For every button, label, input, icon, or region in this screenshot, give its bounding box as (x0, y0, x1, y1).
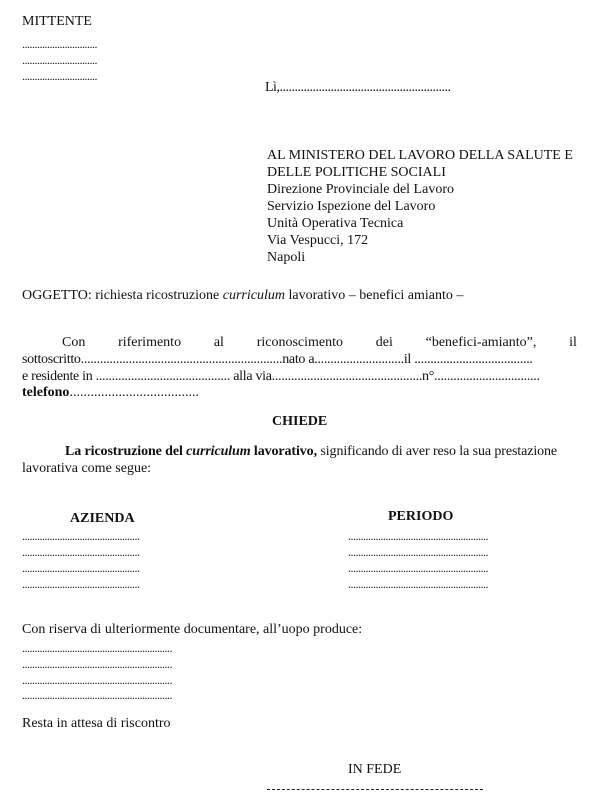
phone-dots: ..................................... (69, 385, 199, 400)
attachment-line: ............................................................ (22, 657, 172, 671)
recipient-line: Servizio Ispezione del Lavoro (267, 199, 436, 214)
attachment-line: ............................................................ (22, 641, 172, 655)
closing-text: Resta in attesa di riscontro (22, 716, 171, 731)
recipient-line: Unità Operativa Tecnica (267, 216, 404, 231)
intro-word: al (213, 335, 224, 350)
sender-line: .............................. (22, 53, 97, 67)
recipient-line: Via Vespucci, 172 (267, 233, 369, 248)
request-line-1 (65, 444, 557, 460)
subject-italic: curriculum (222, 288, 285, 303)
recipient-line: Direzione Provinciale del Lavoro (267, 182, 454, 197)
intro-word: “benefici-amianto”, (425, 335, 537, 350)
request-heading: CHIEDE (272, 414, 328, 429)
period-line: ........................................................ (348, 545, 488, 559)
period-line: ........................................................ (348, 577, 488, 591)
company-line: ............................................... (22, 577, 140, 591)
place-date: Lì,......................................................... (265, 80, 451, 95)
phone-line (22, 385, 199, 401)
subject-line (22, 288, 463, 304)
intro-line-1 (22, 335, 577, 351)
sender-label: MITTENTE (22, 14, 92, 29)
sender-line: .............................. (22, 69, 97, 83)
phone-label: telefono (22, 385, 70, 400)
attachments-label: Con riserva di ulteriormente documentare, all’uopo produce: (22, 622, 363, 637)
attachment-line: ............................................................ (22, 688, 172, 702)
intro-word: Con (62, 335, 86, 350)
subject-prefix: OGGETTO: richiesta ricostruzione (22, 288, 223, 303)
request-bold: lavorativo, (250, 444, 317, 459)
signature-line (267, 789, 483, 790)
company-line: ............................................... (22, 545, 140, 559)
intro-word: riconoscimento (256, 335, 343, 350)
attachment-line: ............................................................ (22, 673, 172, 687)
subject-suffix: lavorativo – benefici amianto – (284, 288, 464, 303)
intro-line-2: sottoscritto...............................................................nato a............................il ..................................... (22, 352, 533, 367)
period-line: ........................................................ (348, 561, 488, 575)
company-line: ............................................... (22, 561, 140, 575)
intro-line-3: e residente in .......................................... alla via...............................................n°................................. (22, 369, 540, 384)
signature-label: IN FEDE (348, 762, 402, 777)
recipient-line: DELLE POLITICHE SOCIALI (267, 165, 446, 180)
recipient-line: Napoli (267, 250, 306, 265)
request-italic: curriculum (186, 444, 251, 459)
sender-line: .............................. (22, 37, 97, 51)
intro-word: riferimento (118, 335, 182, 350)
intro-word: il (569, 335, 577, 350)
request-bold: La ricostruzione del (65, 444, 187, 459)
company-line: ............................................... (22, 529, 140, 543)
period-header: PERIODO (388, 509, 454, 524)
company-header: AZIENDA (70, 511, 135, 526)
intro-word: dei (375, 335, 393, 350)
request-rest: significando di aver reso la sua prestazione (317, 444, 558, 459)
period-line: ........................................................ (348, 529, 488, 543)
recipient-line: AL MINISTERO DEL LAVORO DELLA SALUTE E (267, 148, 573, 163)
request-line-2: lavorativa come segue: (22, 461, 152, 476)
